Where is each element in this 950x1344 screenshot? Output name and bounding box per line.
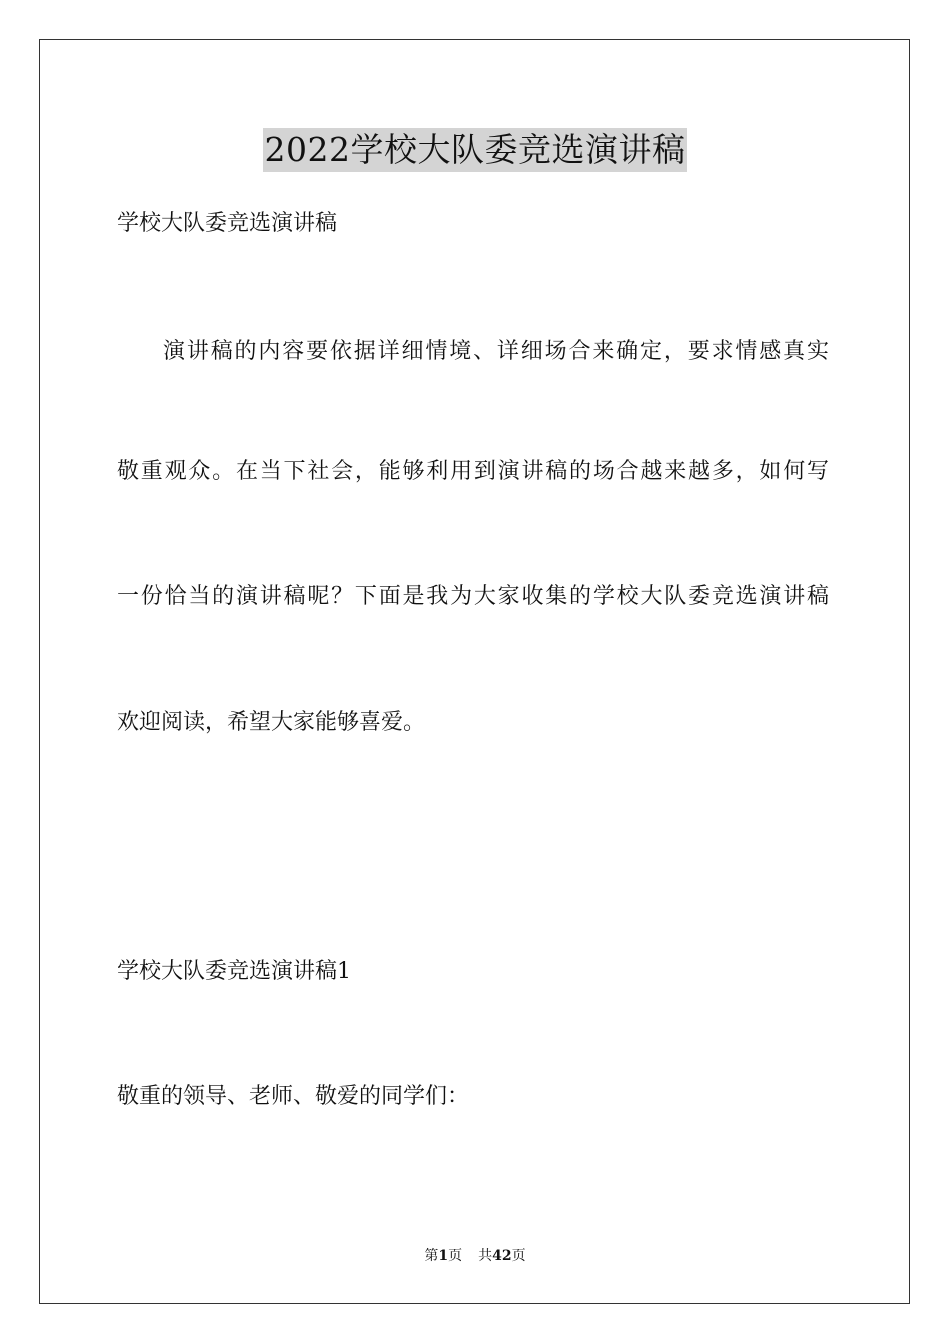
page-suffix: 页 bbox=[448, 1248, 463, 1264]
total-pages: 42 bbox=[492, 1248, 512, 1264]
page-prefix: 第 bbox=[424, 1248, 439, 1264]
intro-line-1: 演讲稿的内容要依据详细情境、详细场合来确定，要求情感真实 bbox=[163, 339, 829, 364]
total-suffix: 页 bbox=[511, 1248, 526, 1264]
document-title bbox=[0, 128, 950, 172]
page-number: 1 bbox=[438, 1248, 449, 1264]
intro-line-2: 敬重观众。在当下社会，能够利用到演讲稿的场合越来越多，如何写 bbox=[117, 459, 829, 484]
intro-line-4: 欢迎阅读，希望大家能够喜爱。 bbox=[117, 710, 426, 735]
section-heading: 学校大队委竞选演讲稿1 bbox=[117, 959, 351, 984]
page-footer bbox=[0, 1247, 950, 1265]
total-prefix: 共 bbox=[478, 1248, 493, 1264]
intro-line-3: 一份恰当的演讲稿呢？下面是我为大家收集的学校大队委竞选演讲稿 bbox=[117, 584, 829, 609]
document-subtitle: 学校大队委竞选演讲稿 bbox=[117, 211, 338, 236]
document-title-text: 2022学校大队委竞选演讲稿 bbox=[263, 128, 688, 172]
salutation: 敬重的领导、老师、敬爱的同学们： bbox=[117, 1084, 470, 1109]
